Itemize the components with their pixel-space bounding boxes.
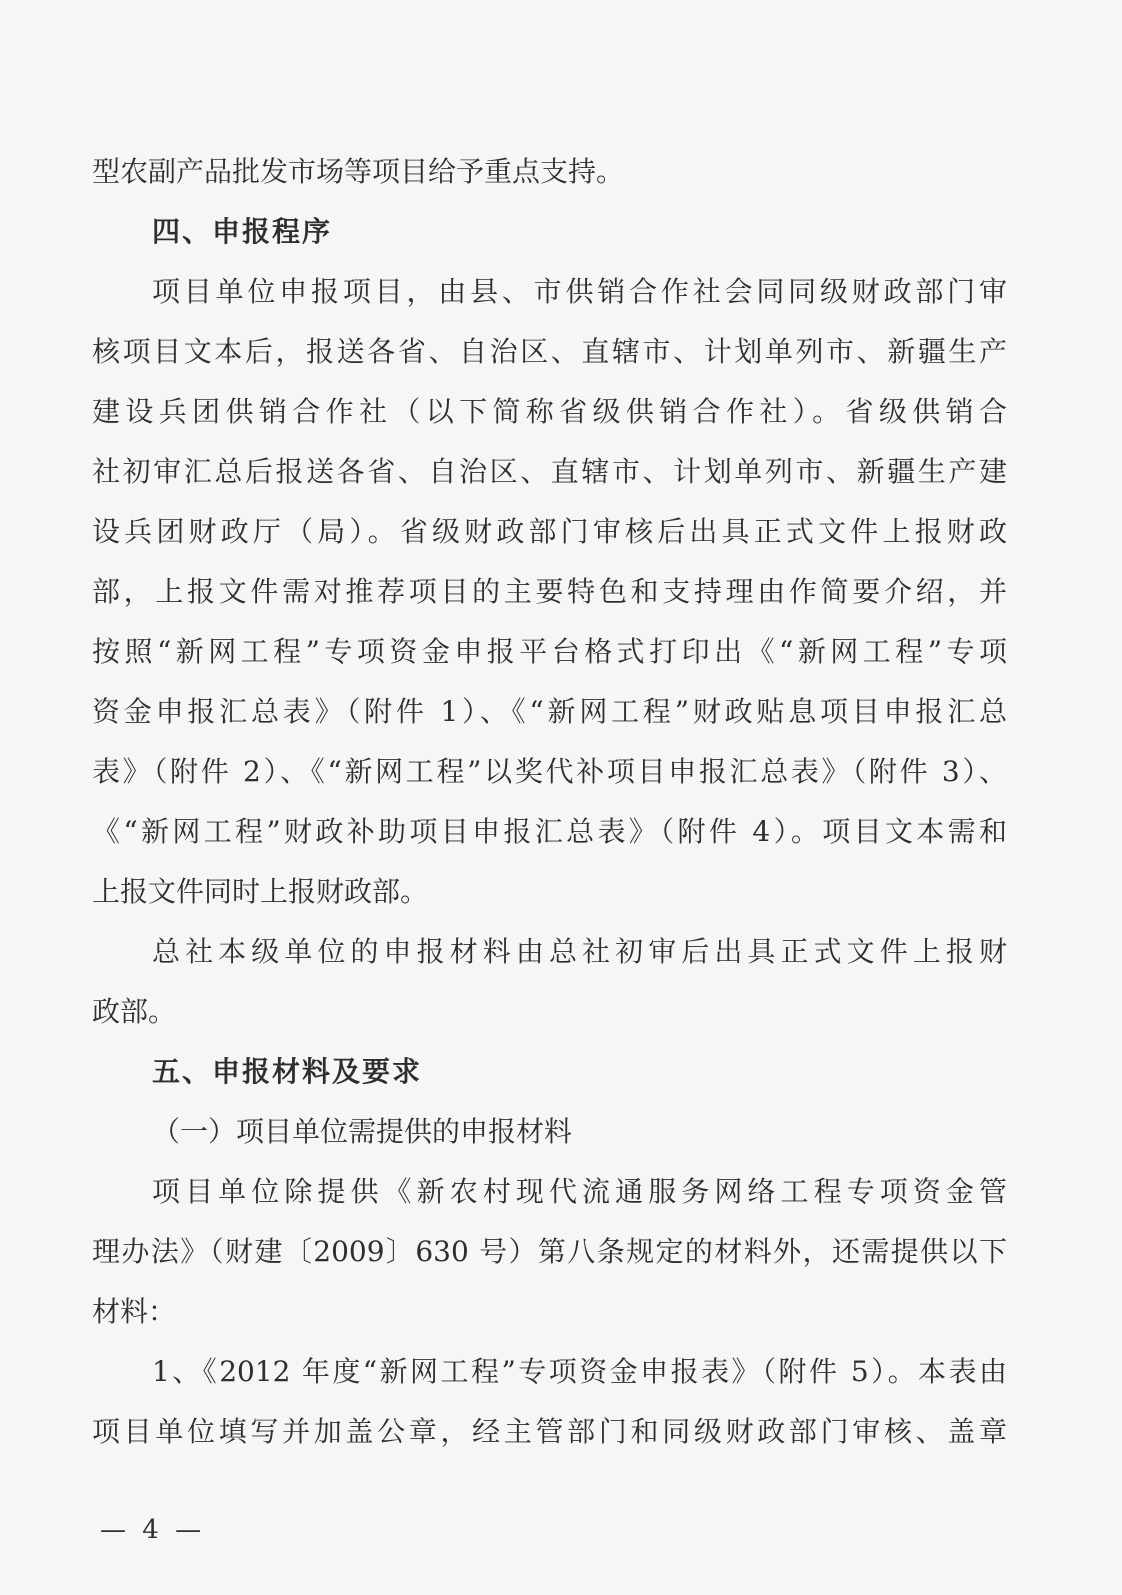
body-line-5: 建设兵团供销合作社（以下简称省级供销合作社）。省级供销合: [92, 395, 1007, 428]
body-line-22: 项目单位填写并加盖公章，经主管部门和同级财政部门审核、盖章: [92, 1415, 1007, 1448]
body-line-12: 《“新网工程”财政补助项目申报汇总表》（附件 4）。项目文本需和: [92, 815, 1007, 848]
body-line-18: 项目单位除提供《新农村现代流通服务网络工程专项资金管: [152, 1175, 1007, 1208]
body-line-8: 部，上报文件需对推荐项目的主要特色和支持理由作简要介绍，并: [92, 575, 1007, 608]
section-heading-4: 四、申报程序: [152, 215, 333, 248]
body-line-20: 材料：: [92, 1295, 177, 1328]
body-line-4: 核项目文本后，报送各省、自治区、直辖市、计划单列市、新疆生产: [92, 335, 1007, 368]
body-line-13: 上报文件同时上报财政部。: [92, 875, 429, 908]
subsection-heading-1: （一）项目单位需提供的申报材料: [152, 1115, 573, 1148]
body-line-19: 理办法》（财建〔2009〕630 号）第八条规定的材料外，还需提供以下: [92, 1235, 1007, 1268]
body-line-11: 表》（附件 2）、《“新网工程”以奖代补项目申报汇总表》（附件 3）、: [92, 755, 1007, 788]
section-heading-5: 五、申报材料及要求: [152, 1055, 423, 1088]
body-line-7: 设兵团财政厅（局）。省级财政部门审核后出具正式文件上报财政: [92, 515, 1007, 548]
body-line-1: 型农副产品批发市场等项目给予重点支持。: [92, 155, 625, 188]
body-line-21: 1、《2012 年度“新网工程”专项资金申报表》（附件 5）。本表由: [152, 1355, 1007, 1388]
body-line-14: 总社本级单位的申报材料由总社初审后出具正式文件上报财: [152, 935, 1007, 968]
body-line-10: 资金申报汇总表》（附件 1）、《“新网工程”财政贴息项目申报汇总: [92, 695, 1007, 728]
body-line-15: 政部。: [92, 995, 177, 1028]
body-line-6: 社初审汇总后报送各省、自治区、直辖市、计划单列市、新疆生产建: [92, 455, 1007, 488]
body-line-3: 项目单位申报项目，由县、市供销合作社会同同级财政部门审: [152, 275, 1007, 308]
body-line-9: 按照“新网工程”专项资金申报平台格式打印出《“新网工程”专项: [92, 635, 1007, 668]
page-number: — 4 —: [100, 1515, 206, 1545]
